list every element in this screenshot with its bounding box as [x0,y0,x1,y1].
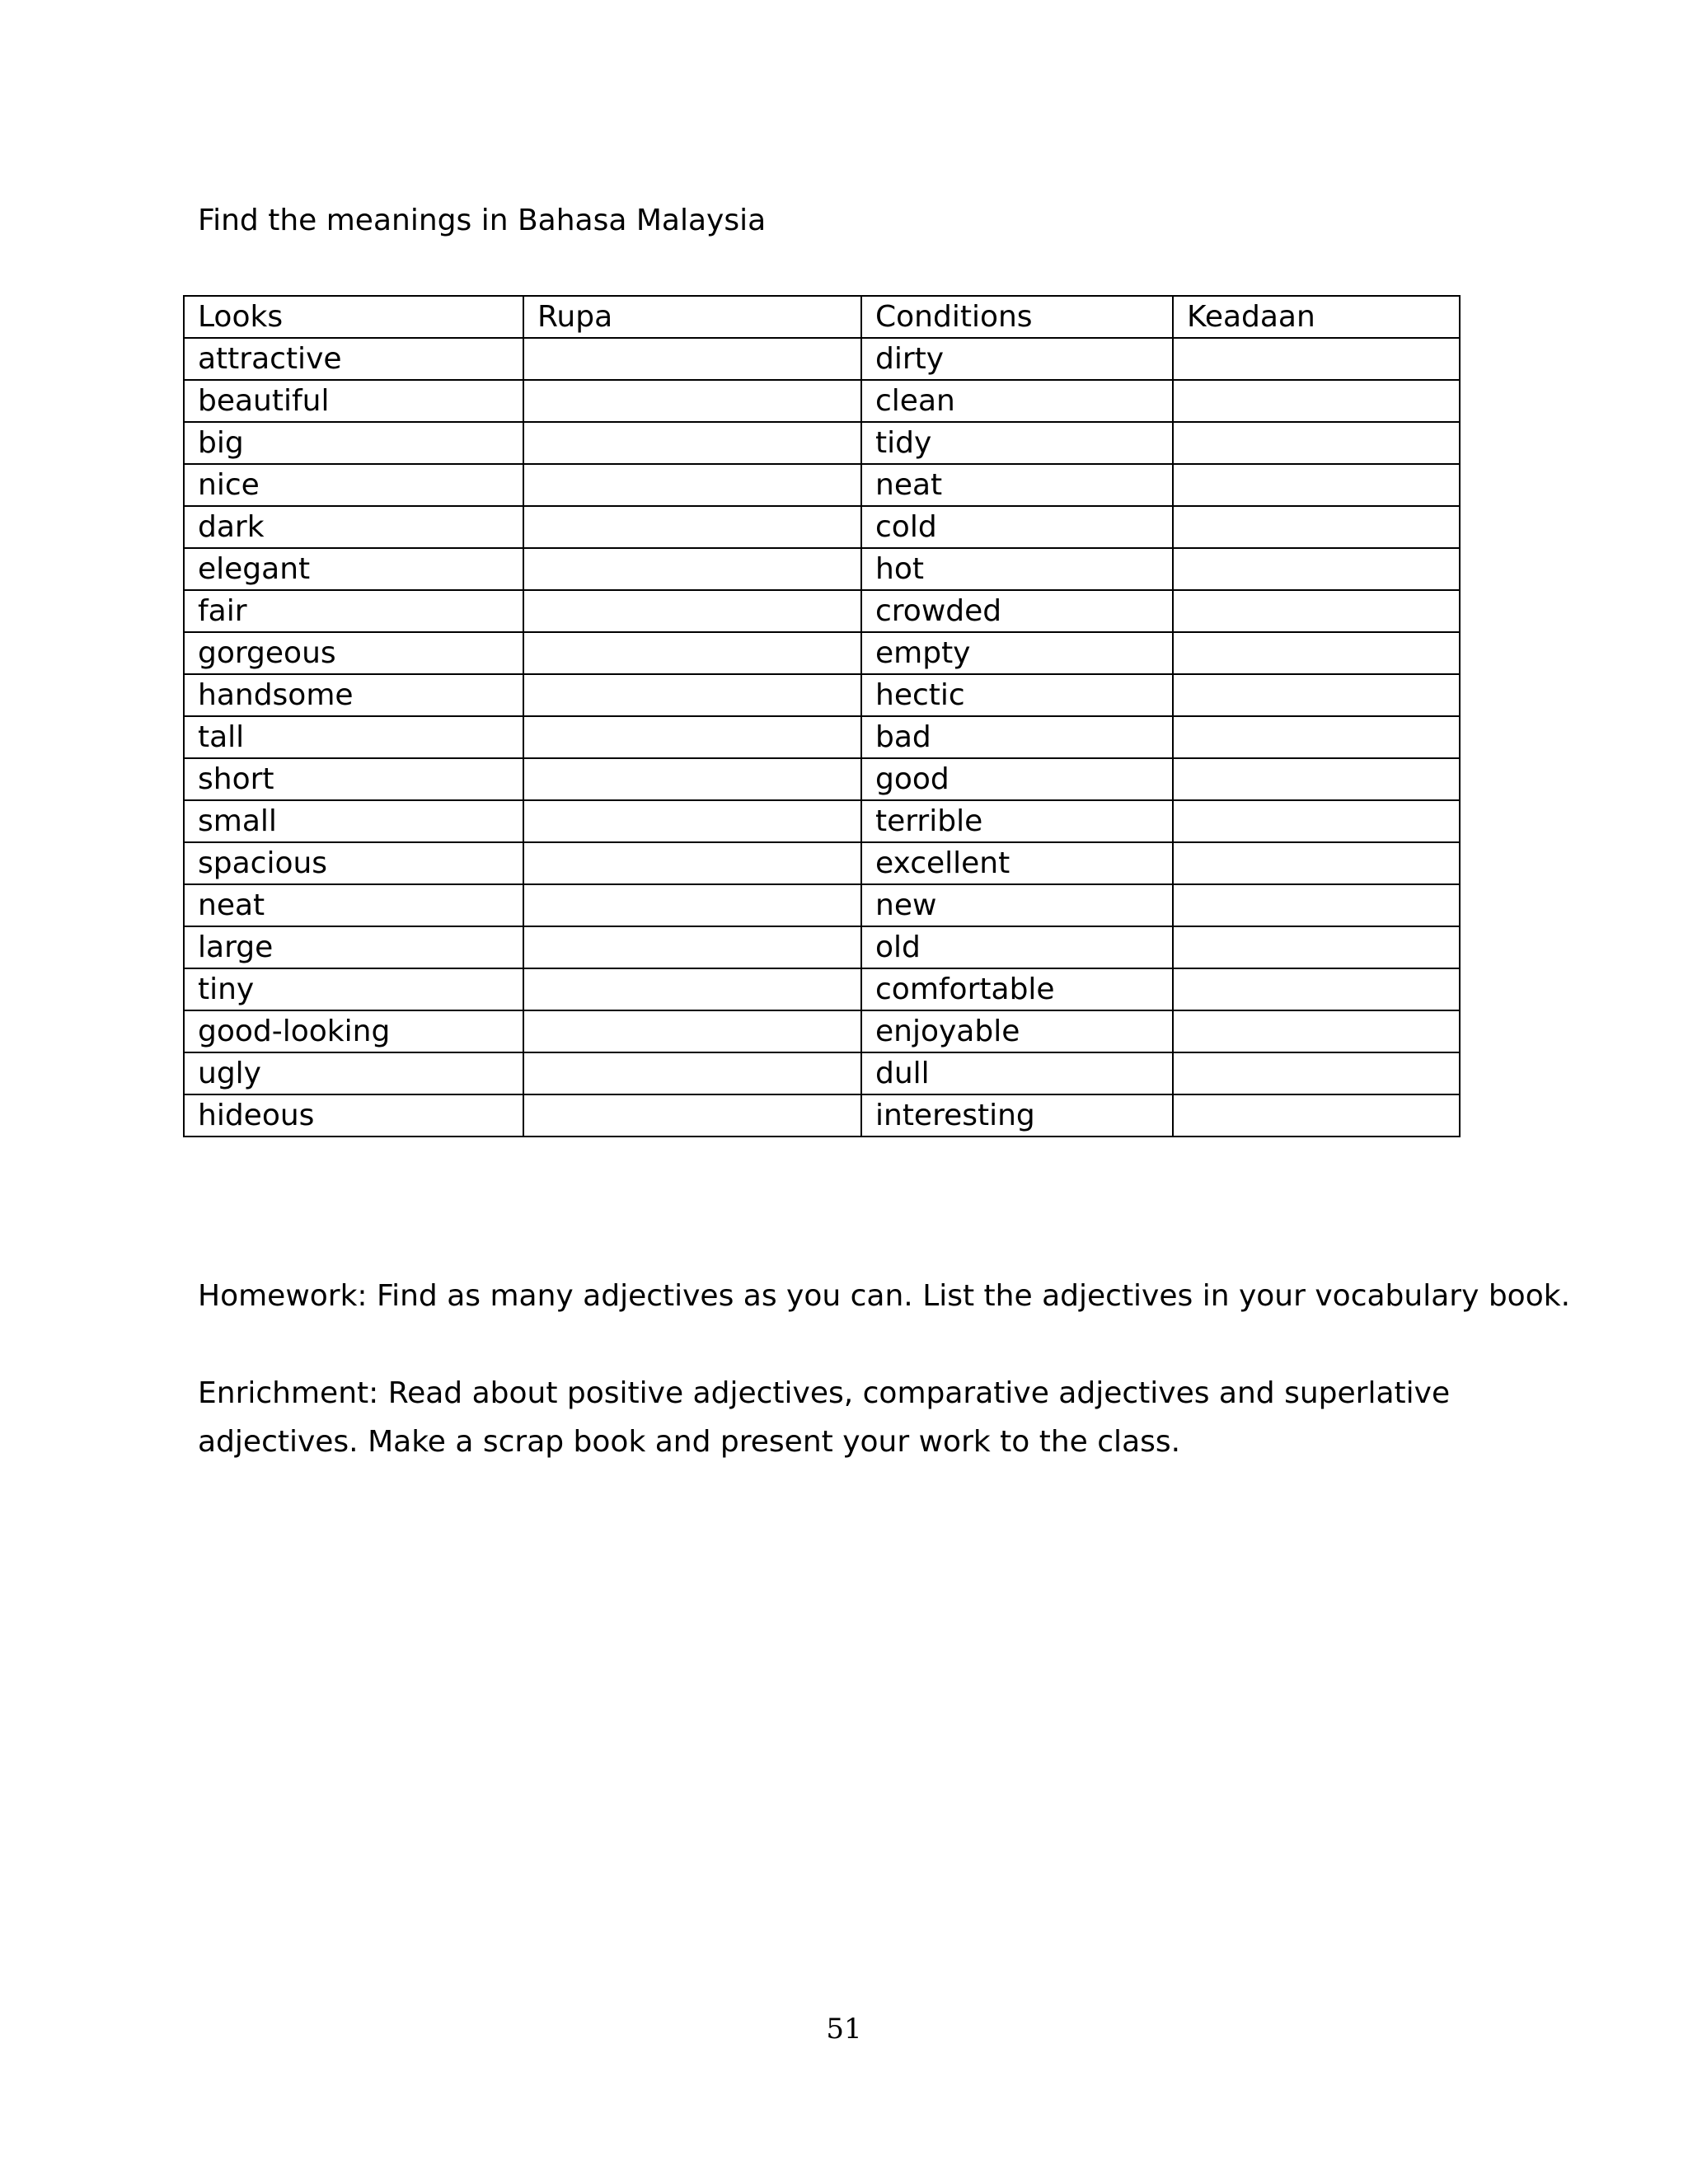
keadaan-answer-cell[interactable] [1173,1094,1460,1137]
conditions-word-cell: good [861,758,1173,800]
keadaan-answer-cell[interactable] [1173,968,1460,1010]
table-row [184,800,1460,842]
rupa-answer-cell[interactable] [523,674,861,716]
looks-word-cell: fair [184,590,523,632]
keadaan-answer-cell[interactable] [1173,674,1460,716]
conditions-word-cell: bad [861,716,1173,758]
keadaan-answer-cell[interactable] [1173,464,1460,506]
header-looks: Looks [184,296,523,338]
table-row [184,1010,1460,1052]
table-row [184,548,1460,590]
header-keadaan: Keadaan [1173,296,1460,338]
table-row [184,590,1460,632]
conditions-word-cell: empty [861,632,1173,674]
looks-word-cell: hideous [184,1094,523,1137]
enrichment-line-2: adjectives. Make a scrap book and present your work to the class. [198,1425,1181,1459]
conditions-word-cell: dirty [861,338,1173,380]
conditions-word-cell: enjoyable [861,1010,1173,1052]
table-header-row [184,296,1460,338]
rupa-answer-cell[interactable] [523,590,861,632]
looks-word-cell: beautiful [184,380,523,422]
rupa-answer-cell[interactable] [523,758,861,800]
keadaan-answer-cell[interactable] [1173,716,1460,758]
keadaan-answer-cell[interactable] [1173,1010,1460,1052]
keadaan-answer-cell[interactable] [1173,590,1460,632]
looks-word-cell: small [184,800,523,842]
conditions-word-cell: excellent [861,842,1173,884]
rupa-answer-cell[interactable] [523,548,861,590]
table-row [184,674,1460,716]
looks-word-cell: neat [184,884,523,926]
table-row [184,1052,1460,1094]
looks-word-cell: attractive [184,338,523,380]
conditions-word-cell: hot [861,548,1173,590]
table-row [184,1094,1460,1137]
header-rupa: Rupa [523,296,861,338]
rupa-answer-cell[interactable] [523,506,861,548]
keadaan-answer-cell[interactable] [1173,506,1460,548]
keadaan-answer-cell[interactable] [1173,800,1460,842]
looks-word-cell: tall [184,716,523,758]
keadaan-answer-cell[interactable] [1173,380,1460,422]
rupa-answer-cell[interactable] [523,632,861,674]
looks-word-cell: elegant [184,548,523,590]
looks-word-cell: gorgeous [184,632,523,674]
table-row [184,380,1460,422]
looks-word-cell: big [184,422,523,464]
looks-word-cell: good-looking [184,1010,523,1052]
table-row [184,422,1460,464]
conditions-word-cell: hectic [861,674,1173,716]
conditions-word-cell: dull [861,1052,1173,1094]
table-row [184,506,1460,548]
keadaan-answer-cell[interactable] [1173,926,1460,968]
table-body [184,338,1460,1137]
table-row [184,758,1460,800]
instruction-heading: Find the meanings in Bahasa Malaysia [198,204,767,237]
conditions-word-cell: crowded [861,590,1173,632]
conditions-word-cell: cold [861,506,1173,548]
table-row [184,842,1460,884]
table-row [184,716,1460,758]
looks-word-cell: handsome [184,674,523,716]
homework-text: Homework: Find as many adjectives as you can. List the adjectives in your vocabulary book. [198,1279,1571,1313]
conditions-word-cell: comfortable [861,968,1173,1010]
rupa-answer-cell[interactable] [523,1094,861,1137]
looks-word-cell: nice [184,464,523,506]
conditions-word-cell: interesting [861,1094,1173,1137]
table-row [184,926,1460,968]
keadaan-answer-cell[interactable] [1173,422,1460,464]
rupa-answer-cell[interactable] [523,842,861,884]
looks-word-cell: large [184,926,523,968]
conditions-word-cell: neat [861,464,1173,506]
conditions-word-cell: terrible [861,800,1173,842]
keadaan-answer-cell[interactable] [1173,884,1460,926]
keadaan-answer-cell[interactable] [1173,338,1460,380]
rupa-answer-cell[interactable] [523,380,861,422]
keadaan-answer-cell[interactable] [1173,632,1460,674]
rupa-answer-cell[interactable] [523,422,861,464]
conditions-word-cell: old [861,926,1173,968]
rupa-answer-cell[interactable] [523,800,861,842]
keadaan-answer-cell[interactable] [1173,758,1460,800]
page-number: 51 [826,2013,862,2046]
rupa-answer-cell[interactable] [523,1052,861,1094]
conditions-word-cell: new [861,884,1173,926]
keadaan-answer-cell[interactable] [1173,1052,1460,1094]
rupa-answer-cell[interactable] [523,1010,861,1052]
table-row [184,632,1460,674]
rupa-answer-cell[interactable] [523,968,861,1010]
conditions-word-cell: clean [861,380,1173,422]
looks-word-cell: ugly [184,1052,523,1094]
keadaan-answer-cell[interactable] [1173,842,1460,884]
looks-word-cell: short [184,758,523,800]
looks-word-cell: tiny [184,968,523,1010]
enrichment-text [198,1369,1550,1466]
header-conditions: Conditions [861,296,1173,338]
looks-word-cell: dark [184,506,523,548]
table-row [184,338,1460,380]
looks-word-cell: spacious [184,842,523,884]
rupa-answer-cell[interactable] [523,926,861,968]
rupa-answer-cell[interactable] [523,338,861,380]
keadaan-answer-cell[interactable] [1173,548,1460,590]
enrichment-line-1: Enrichment: Read about positive adjectives, comparative adjectives and superlative [198,1376,1451,1410]
rupa-answer-cell[interactable] [523,884,861,926]
rupa-answer-cell[interactable] [523,464,861,506]
rupa-answer-cell[interactable] [523,716,861,758]
table-row [184,464,1460,506]
table-row [184,968,1460,1010]
table-row [184,884,1460,926]
vocabulary-table [183,295,1461,1137]
conditions-word-cell: tidy [861,422,1173,464]
